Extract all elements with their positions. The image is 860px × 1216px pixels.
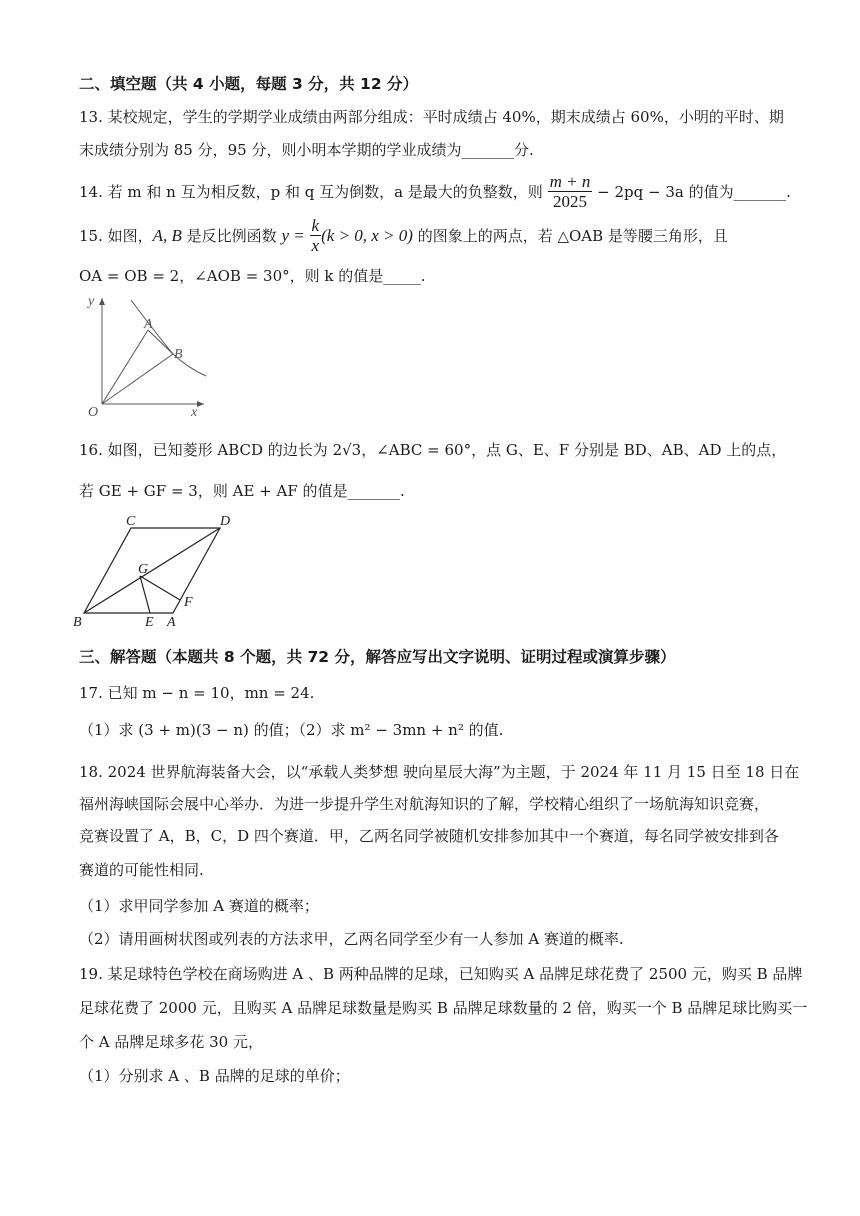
question-15 xyxy=(79,216,728,257)
question-18-line-1: 18. 2024 世界航海装备大会，以“承载人类梦想 驶向星辰大海”为主题，于 2024 年 11 月 15 日至 18 日在 xyxy=(79,763,800,781)
question-15-mid: 是反比例函数 xyxy=(181,227,282,245)
question-19-line-3: 个 A 品牌足球多花 30 元， xyxy=(79,1033,263,1051)
question-15-condition: (k > 0, x > 0) xyxy=(321,226,413,245)
question-14-fraction-numerator: m + n xyxy=(549,171,591,191)
segment-ab xyxy=(148,330,173,354)
question-18-line-3: 竞赛设置了 A，B，C，D 四个赛道．甲，乙两名同学被随机安排参加其中一个赛道，每名同学被安排到各 xyxy=(79,827,779,845)
question-15-fraction-numerator: k xyxy=(311,215,320,235)
segment-ob xyxy=(102,354,173,404)
question-14-fraction xyxy=(548,172,593,211)
question-18-part-1: （1）求甲同学参加 A 赛道的概率； xyxy=(79,897,319,915)
label-o: O xyxy=(88,405,99,420)
diagonal-bd xyxy=(84,528,220,613)
label-e: E xyxy=(145,615,154,630)
y-axis-arrow xyxy=(99,298,105,305)
question-16-figure xyxy=(70,512,242,632)
question-15-prefix: 15. 如图， xyxy=(79,227,153,245)
label-g: G xyxy=(138,562,149,577)
question-17-part-1: （1）求 (3 + m)(3 − n) 的值； xyxy=(79,721,299,739)
question-19-part-1: （1）分别求 A 、B 品牌的足球的单价； xyxy=(79,1067,350,1085)
section-2-heading: 二、填空题（共 4 小题，每题 3 分，共 12 分） xyxy=(79,75,419,93)
question-15-line-2: OA = OB = 2，∠AOB = 30°，则 k 的值是_____. xyxy=(79,267,426,285)
label-a: A xyxy=(167,615,176,630)
question-14-fraction-denominator: 2025 xyxy=(552,191,587,211)
section-3-heading: 三、解答题（本题共 8 个题，共 72 分，解答应写出文字说明、证明过程或演算步骤） xyxy=(79,648,676,666)
label-b: B xyxy=(73,615,82,630)
question-15-figure xyxy=(78,292,208,420)
question-14 xyxy=(79,172,791,213)
label-a: A xyxy=(144,317,153,332)
question-17-part-2: （2）求 m² − 3mn + n² 的值. xyxy=(291,721,504,739)
label-x: x xyxy=(191,405,198,420)
label-y: y xyxy=(88,294,95,309)
question-14-suffix: − 2pq − 3a 的值为_______. xyxy=(597,183,791,201)
question-15-function-lhs: y = xyxy=(281,226,305,245)
label-c: C xyxy=(126,514,136,529)
question-18-part-2: （2）请用画树状图或列表的方法求甲，乙两名同学至少有一人参加 A 赛道的概率. xyxy=(79,930,624,948)
x-axis-arrow xyxy=(197,401,204,407)
label-b: B xyxy=(174,347,183,362)
question-15-suffix: 的图象上的两点，若 △OAB 是等腰三角形，且 xyxy=(412,227,728,245)
question-16-line-2: 若 GE + GF = 3，则 AE + AF 的值是_______. xyxy=(79,482,405,500)
question-15-fraction xyxy=(310,216,322,255)
question-18-line-2: 福州海峡国际会展中心举办．为进一步提升学生对航海知识的了解，学校精心组织了一场航海知识竞赛， xyxy=(79,795,770,813)
question-19-line-2: 足球花费了 2000 元，且购买 A 品牌足球数量是购买 B 品牌足球数量的 2 倍，购买一个 B 品牌足球比购买一 xyxy=(79,999,808,1017)
question-15-points: A, B xyxy=(152,226,182,245)
segment-oa xyxy=(102,330,148,404)
question-18-line-4: 赛道的可能性相同. xyxy=(79,861,204,879)
question-13-line-1: 13. 某校规定，学生的学期学业成绩由两部分组成：平时成绩占 40%，期末成绩占 60%，小明的平时、期 xyxy=(79,108,784,126)
question-16-line-1: 16. 如图，已知菱形 ABCD 的边长为 2√3，∠ABC = 60°，点 G、E、F 分别是 BD、AB、AD 上的点， xyxy=(79,441,787,459)
hyperbola-curve xyxy=(131,300,206,376)
label-d: D xyxy=(220,514,231,529)
question-13-line-2: 末成绩分别为 85 分，95 分，则小明本学期的学业成绩为_______分. xyxy=(79,141,534,159)
label-f: F xyxy=(184,595,193,610)
question-14-prefix: 14. 若 m 和 n 互为相反数，p 和 q 互为倒数，a 是最大的负整数，则 xyxy=(79,183,543,201)
question-19-line-1: 19. 某足球特色学校在商场购进 A 、B 两种品牌的足球，已知购买 A 品牌足球花费了 2500 元，购买 B 品牌 xyxy=(79,965,803,983)
question-17-line-1: 17. 已知 m − n = 10，mn = 24. xyxy=(79,684,315,702)
question-15-fraction-denominator: x xyxy=(311,235,320,255)
